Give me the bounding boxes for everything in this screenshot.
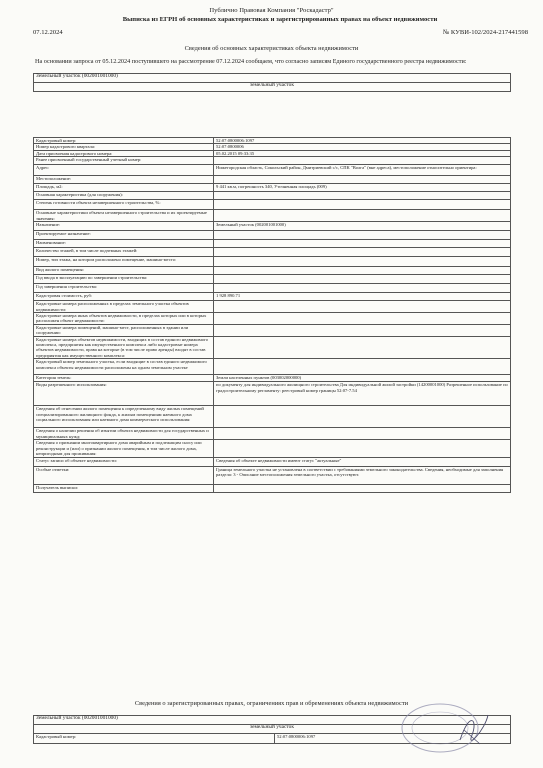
table-row bbox=[34, 324, 511, 336]
field-value bbox=[214, 284, 511, 293]
table-row bbox=[34, 359, 511, 375]
table-row bbox=[34, 231, 511, 240]
field-value bbox=[214, 440, 511, 457]
table-row bbox=[34, 267, 511, 275]
field-value bbox=[214, 275, 511, 284]
field-label: Номер кадастрового квартала: bbox=[34, 144, 214, 150]
table-row bbox=[34, 257, 511, 267]
characteristics-table bbox=[33, 137, 511, 493]
table-row bbox=[34, 293, 511, 301]
field-label: Адрес: bbox=[34, 165, 214, 176]
field-label: Наименование: bbox=[34, 240, 214, 248]
field-value bbox=[214, 200, 511, 210]
object-type: Земельный участок (002001001000) bbox=[34, 74, 511, 83]
field-value bbox=[214, 428, 511, 440]
field-label: Кадастровый номер: bbox=[34, 138, 214, 144]
table-row bbox=[34, 165, 511, 176]
field-value bbox=[214, 324, 511, 336]
field-label: Сведения о наличии решения об изъятии объекта недвижимости для государственных и муниципальных нужд: bbox=[34, 428, 214, 440]
bottom-object-type: Земельный участок (002001001000) bbox=[34, 716, 511, 725]
field-label: Сведения об отнесении жилого помещения к определенному виду жилых помещений специализированного жилищного фонда, к жилым помещениям наемного дома социального использования или наемного дома коммерческого использования: bbox=[34, 406, 214, 428]
field-label: Кадастровые номера расположенных в пределах земельного участка объектов недвижимости: bbox=[34, 301, 214, 313]
bottom-object-name: земельный участок bbox=[34, 725, 511, 734]
object-name: земельный участок bbox=[34, 83, 511, 92]
table-row bbox=[34, 192, 511, 200]
field-value bbox=[214, 192, 511, 200]
field-label: Дата присвоения кадастрового номера: bbox=[34, 150, 214, 156]
field-label: Виды разрешенного использования: bbox=[34, 382, 214, 406]
field-label: Особые отметки: bbox=[34, 466, 214, 484]
field-label: Кадастровый номер земельного участка, если входящие в состав единого недвижимого комплекса объекты недвижимости расположены на одном земельном участке bbox=[34, 359, 214, 375]
document-number: № КУВИ-102/2024-217441598 bbox=[442, 29, 528, 36]
field-value bbox=[214, 210, 511, 222]
field-value bbox=[214, 267, 511, 275]
field-value bbox=[214, 359, 511, 375]
document-title: Выписка из ЕГРН об основных характеристиках и зарегистрированных правах на объект недвижимости bbox=[122, 16, 438, 23]
field-label: Кадастровая стоимость, руб: bbox=[34, 293, 214, 301]
table-row bbox=[34, 336, 511, 359]
field-value bbox=[214, 313, 511, 325]
field-value: Нижегородская область, Сокольский район, Дмитриевский с/с, СПК "Волга" (вне адреса), местоположение относительно ориентира: bbox=[214, 165, 511, 176]
field-label: Кадастровые номера объектов недвижимости, входящих в состав единого недвижимого комплекса, предприятия как имущественного комплекса либо кадастровые номера объектов недвижимости, права на которые (в том числе право аренды) входят в состав предприятия как имущественного комплекса: bbox=[34, 336, 214, 359]
field-label: Ранее присвоенный государственный учетный номер: bbox=[34, 157, 214, 165]
field-label: Площадь, м2: bbox=[34, 184, 214, 192]
field-label: Степень готовности объекта незавершенного строительства, %: bbox=[34, 200, 214, 210]
field-label: Получатель выписки: bbox=[34, 484, 214, 492]
table-row bbox=[34, 176, 511, 184]
field-label: Основная характеристика (для сооружения): bbox=[34, 192, 214, 200]
table-row bbox=[34, 466, 511, 484]
table-row bbox=[34, 284, 511, 293]
field-value: Сведения об объекте недвижимости имеют статус "актуальные" bbox=[214, 457, 511, 466]
issuer-org: Публично Правовая Компания "Роскадастр" bbox=[209, 7, 334, 14]
field-value: Граница земельного участка не установлена в соответствии с требованиями земельного законодательства. Сведения, необходимые для заполнения раздела: 3 - Описание местоположения земельного участка, отсутствуют. bbox=[214, 466, 511, 484]
field-value bbox=[214, 231, 511, 240]
field-value: Земельный участок (002001001000) bbox=[214, 222, 511, 231]
table-row bbox=[34, 382, 511, 406]
field-value bbox=[214, 406, 511, 428]
table-row bbox=[34, 184, 511, 192]
field-label: Год завершения строительства: bbox=[34, 284, 214, 293]
table-row bbox=[34, 222, 511, 231]
section2-title: Сведения о зарегистрированных правах, ограничениях прав и обременениях объекта недвижимости bbox=[134, 700, 409, 707]
field-label: Основные характеристики объекта незавершенного строительства и их проектируемые значения: bbox=[34, 210, 214, 222]
table-row bbox=[34, 210, 511, 222]
field-value bbox=[214, 157, 511, 165]
table-row bbox=[34, 275, 511, 284]
field-value bbox=[214, 484, 511, 492]
section1-title: Сведения об основных характеристиках объекта недвижимости bbox=[184, 45, 359, 52]
field-label: Сведения о признании многоквартирного дома аварийным и подлежащим сносу или реконструкции и (или) о признании жилого помещения, в том числе жилого дома, непригодным для проживания: bbox=[34, 440, 214, 457]
field-label: Местоположение: bbox=[34, 176, 214, 184]
table-row bbox=[34, 484, 511, 492]
field-label: Проектируемое назначение: bbox=[34, 231, 214, 240]
field-label: Номер, тип этажа, на котором расположено помещение, машино-место: bbox=[34, 257, 214, 267]
field-label: Назначение: bbox=[34, 222, 214, 231]
basis-paragraph: На основании запроса от 05.12.2024 поступившего на рассмотрение 07.12.2024 сообщаем, что согласно записям Единого государственного реестра недвижимости: bbox=[35, 58, 467, 65]
field-value bbox=[214, 176, 511, 184]
bottom-cad-value: 52:07:0800006:1097 bbox=[275, 734, 511, 744]
field-label: Количество этажей, в том числе подземных этажей: bbox=[34, 248, 214, 257]
table-row bbox=[34, 440, 511, 457]
field-value bbox=[214, 240, 511, 248]
field-label: Вид жилого помещения: bbox=[34, 267, 214, 275]
field-label: Категория земель: bbox=[34, 375, 214, 382]
field-label: Кадастровые номера помещений, машино-мест, расположенных в здании или сооружении: bbox=[34, 324, 214, 336]
field-value: 52:07:0800006 bbox=[214, 144, 511, 150]
field-value bbox=[214, 248, 511, 257]
field-value: 52:07:0800006:1097 bbox=[214, 138, 511, 144]
field-value: 9 441 кв.м, погрешность 340, Уточненная площадь (009) bbox=[214, 184, 511, 192]
field-value bbox=[214, 257, 511, 267]
table-row bbox=[34, 248, 511, 257]
field-value: 1 928 890.71 bbox=[214, 293, 511, 301]
field-value: Земли населенных пунктов (003002000000) bbox=[214, 375, 511, 382]
table-row bbox=[34, 157, 511, 165]
field-value: 05.02.2015 09:33:35 bbox=[214, 150, 511, 156]
table-row bbox=[34, 375, 511, 382]
field-label: Кадастровые номера иных объектов недвижимости, в пределах которых или в которых расположен объект недвижимости: bbox=[34, 313, 214, 325]
table-row bbox=[34, 200, 511, 210]
bottom-cad-label: Кадастровый номер: bbox=[34, 734, 275, 744]
field-value bbox=[214, 301, 511, 313]
table-row bbox=[34, 313, 511, 325]
field-label: Статус записи об объекте недвижимости: bbox=[34, 457, 214, 466]
field-value bbox=[214, 336, 511, 359]
table-row bbox=[34, 406, 511, 428]
table-row bbox=[34, 240, 511, 248]
table-row bbox=[34, 301, 511, 313]
table-row bbox=[34, 428, 511, 440]
table-row bbox=[34, 457, 511, 466]
field-label: Год ввода в эксплуатацию по завершении строительства: bbox=[34, 275, 214, 284]
object-header-table bbox=[33, 73, 511, 92]
seal-stamp-image bbox=[400, 700, 490, 755]
document-date: 07.12.2024 bbox=[33, 29, 63, 36]
field-value: по документу для индивидуального жилищного строительства Для индивидуальной жилой застройки (14200001000) Разрешенное использование по градостроительному регламенту: реестровый номер границы 52:07-7.54 bbox=[214, 382, 511, 406]
